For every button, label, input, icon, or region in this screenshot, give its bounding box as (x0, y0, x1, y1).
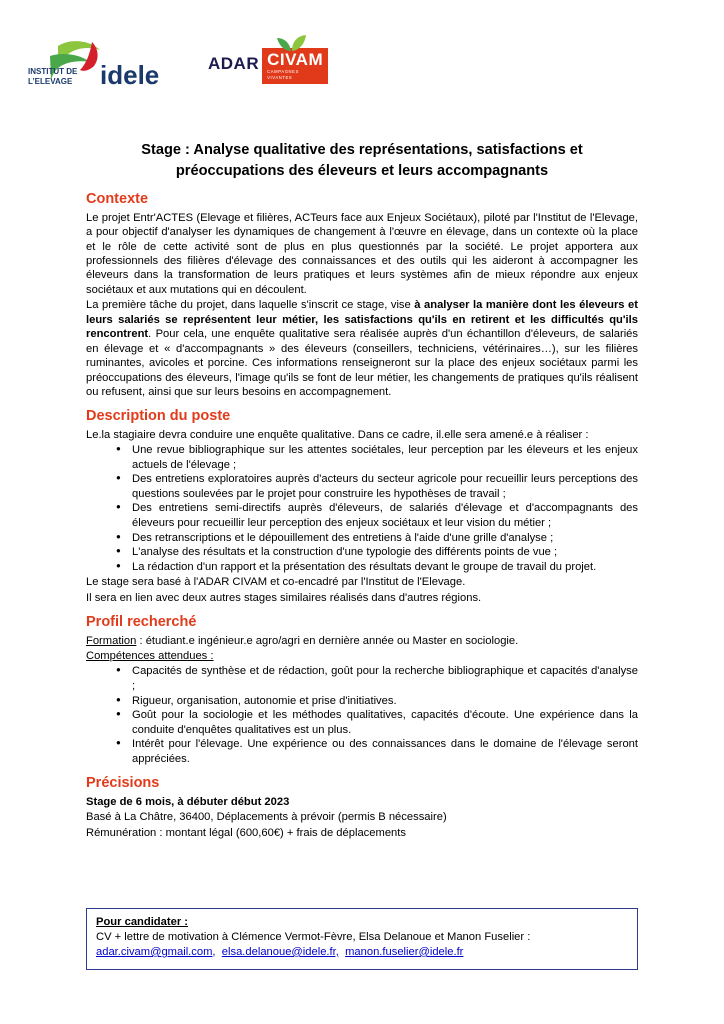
description-intro: Le.la stagiaire devra conduire une enquête qualitative. Dans ce cadre, il.elle sera amené.e à réaliser : (86, 428, 589, 441)
contact-heading: Pour candidater : (96, 916, 189, 928)
civam-badge (262, 48, 328, 85)
contexte-paragraph-2 (86, 298, 638, 399)
profil-competences-label: Compétences attendues : (86, 649, 214, 662)
list-item: ● Rigueur, organisation, autonomie et prise d'initiatives. (132, 694, 638, 709)
email-link-elsa[interactable]: elsa.delanoue@idele.fr, (221, 945, 339, 958)
description-outro-1: Le stage sera basé à l'ADAR CIVAM et co-encadré par l'Institut de l'Elevage. (86, 576, 466, 589)
svg-text:idele: idele (100, 60, 160, 90)
civam-sub-line1: CAMPAGNES (267, 68, 299, 74)
precisions-line-1: Stage de 6 mois, à débuter début 2023 (86, 795, 290, 808)
list-item: ● Capacités de synthèse et de rédaction, goût pour la recherche bibliographique et capacités d'analyse ; (132, 664, 638, 693)
list-item: ● La rédaction d'un rapport et la présentation des résultats devant le groupe de travail du projet. (132, 560, 638, 575)
page-title: Stage : Analyse qualitative des représentations, satisfactions et préoccupations des éleveurs et leurs accompagnants (141, 142, 583, 180)
section-heading-profil: Profil recherché (86, 614, 197, 631)
profil-formation-label: Formation (86, 634, 137, 647)
adar-civam-logo (208, 40, 324, 86)
civam-sub-line2: VIVANTES (267, 75, 293, 80)
contact-emails (96, 945, 628, 960)
idele-logo (28, 36, 178, 98)
profil-formation (86, 634, 638, 648)
email-link-manon[interactable]: manon.fuselier@idele.fr (345, 945, 464, 958)
section-heading-precisions: Précisions (86, 775, 160, 792)
precisions-line-3: Rémunération : montant légal (600,60€) + frais de déplacements (86, 826, 406, 839)
list-item: ● Des entretiens semi-directifs auprès d'éleveurs, de salariés d'élevage et d'accompagnants des éleveurs pour recueillir leur perception des enjeux sociétaux et leur vision du métier ; (132, 501, 638, 530)
contact-box (86, 908, 638, 970)
svg-text:L’ELEVAGE: L’ELEVAGE (28, 77, 73, 86)
list-item: ● Goût pour la sociologie et les méthodes qualitatives, capacités d'écoute. Une expérience dans la conduite d'enquêtes qualitatives est un plus. (132, 708, 638, 737)
profil-skill-list (86, 664, 638, 766)
section-heading-description: Description du poste (86, 408, 231, 425)
contexte-p2-part1: La première tâche du projet, dans laquelle s'inscrit ce stage, vise (86, 299, 415, 312)
list-item: ● Une revue bibliographique sur les attentes sociétales, leur perception par les éleveurs et les enjeux actuels de l'élevage ; (132, 443, 638, 472)
section-heading-contexte: Contexte (86, 191, 149, 208)
description-task-list (86, 443, 638, 574)
contexte-paragraph-1: Le projet Entr'ACTES (Elevage et filières, ACTeurs face aux Enjeux Sociétaux), piloté par l'Institut de l'Elevage, a pour objectif d'analyser les dynamiques de changement à l'œuvre en élevage, dans un contexte où la place et le rôle de cette activité sont de plus en plus questionnés par la société. Le projet apportera aux professionnels des filières d'élevage des connaissances et des outils qui les aideront à accompagner les éleveurs dans la transformation de leurs pratiques et leurs systèmes afin de mieux répondre aux enjeux sociétaux et aux mutations qui en découlent. (86, 211, 638, 296)
list-item: ● Des retranscriptions et le dépouillement des entretiens à l'aide d'une grille d'analyse ; (132, 531, 638, 546)
list-item: ● L'analyse des résultats et la construction d'une typologie des différents points de vue ; (132, 545, 638, 560)
document-body (86, 140, 638, 841)
contexte-p2-emphasis: à analyser la manière dont les éleveurs et leurs salariés se représentent leur métier, les satisfactions qu'ils en retirent et les difficultés qu'ils rencontrent (86, 299, 638, 341)
logo-bar (28, 30, 696, 100)
contact-instructions: CV + lettre de motivation à Clémence Vermot-Fèvre, Elsa Delanoue et Manon Fuselier : (96, 931, 531, 943)
contexte-p2-part2: . Pour cela, une enquête qualitative sera réalisée auprès d'un échantillon d'éleveurs, de salariés en élevage et « d'accompagnants » des éleveurs (conseillers, techniciens, vétérinaires…), sur les filières ruminantes, avicoles et porcine. Ces informations renseigneront sur la place des enjeux sociétaux parmi les préoccupations des éleveurs, l'image qu'ils se font de leur métier, les changements de pratiques qu'ils réalisent ou refusent, ainsi que sur leurs besoins en accompagnement. (86, 328, 638, 398)
list-item: ● Des entretiens exploratoires auprès d'acteurs du secteur agricole pour recueillir leurs perceptions des questions soulevées par le projet pour construire les hypothèses de travail ; (132, 472, 638, 501)
adar-wordmark: ADAR (208, 53, 260, 73)
civam-wordmark: CIVAM (267, 49, 324, 69)
svg-text:INSTITUT DE: INSTITUT DE (28, 67, 78, 76)
profil-formation-text: : étudiant.e ingénieur.e agro/agri en dernière année ou Master en sociologie. (136, 634, 519, 647)
list-item: ● Intérêt pour l'élevage. Une expérience ou des connaissances dans le domaine de l'élevage seront appréciées. (132, 737, 638, 766)
email-link-adar[interactable]: adar.civam@gmail.com, (96, 945, 216, 958)
leaf-icon (272, 34, 312, 52)
description-outro-2: Il sera en lien avec deux autres stages similaires réalisés dans d'autres régions. (86, 591, 482, 604)
precisions-line-2: Basé à La Châtre, 36400, Déplacements à prévoir (permis B nécessaire) (86, 811, 447, 824)
